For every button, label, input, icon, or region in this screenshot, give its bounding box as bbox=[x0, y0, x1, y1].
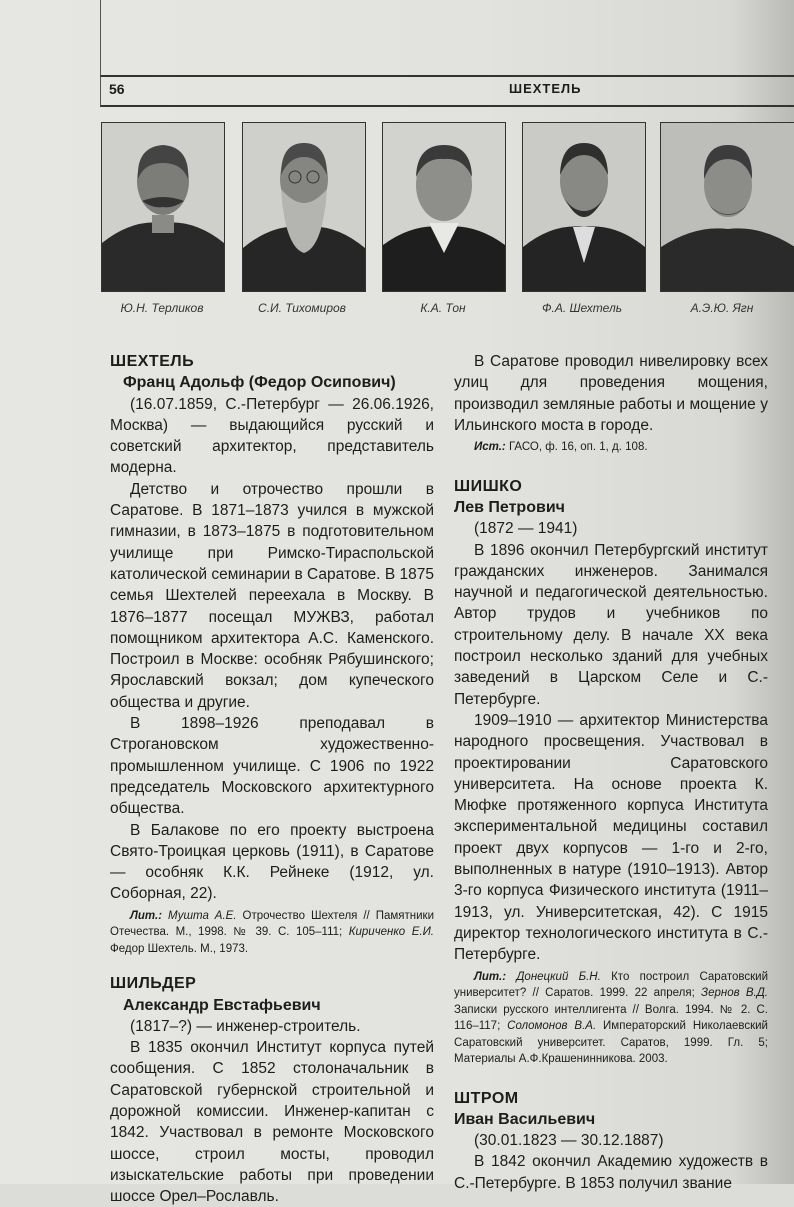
portrait-caption: К.А. Тон bbox=[420, 301, 466, 315]
entry-paragraph: (1817–?) — инженер-строитель. bbox=[130, 1017, 361, 1035]
portrait-caption: Ю.Н. Терликов bbox=[120, 301, 204, 315]
entry-paragraph: Детство и отрочество прошли в Саратове. В 1871–1873 учился в мужской гимназии, в 1873–1875 в подготовительном училище при Римско-Тираспольской католической семинарии в Саратове. В 1875 семья Шехтелей переехала в Москву. В 1876–1877 посещал МУЖВЗ, работал помощником архитектора А.С. Каменского. Построил в Москве: особняк Рябушинского; Ярославский вокзал; дом купеческого общества и другие. bbox=[110, 480, 434, 711]
entry-shtrom bbox=[454, 1088, 768, 1194]
entry-shilder-continued bbox=[454, 351, 768, 456]
left-column bbox=[110, 351, 434, 1207]
entry-given-name: Лев Петрович bbox=[454, 498, 565, 516]
portrait-photo-shekhtel bbox=[522, 122, 646, 292]
portrait-photo-yagn bbox=[660, 122, 794, 292]
entry-paragraph: В Саратове проводил нивелировку всех улиц для проведения мощения, производил земляные работы и мощение у Ильинского моста в городе. bbox=[454, 353, 768, 434]
running-head: ШЕХТЕЛЬ bbox=[509, 81, 582, 96]
portrait-caption: Ф.А. Шехтель bbox=[541, 301, 623, 315]
page-number: 56 bbox=[109, 81, 125, 97]
portrait-photo-ton bbox=[382, 122, 506, 292]
entry-paragraph: В 1835 окончил Институт корпуса путей сообщения. С 1852 столоначальник в Саратовской губернской строительной и дорожной комиссии. Инженер-капитан с 1842. Участвовал в ремонте Московского шоссе, строил мосты, проводил изыскательские работы при проведении шоссе Орел–Рославль. bbox=[110, 1039, 434, 1206]
portrait-caption: С.И. Тихомиров bbox=[258, 301, 346, 315]
entry-paragraph: В 1842 окончил Академию художеств в С.-Петербурге. В 1853 получил звание bbox=[454, 1153, 768, 1192]
entry-surname: ШТРОМ bbox=[454, 1089, 519, 1107]
entry-surname: ШИШКО bbox=[454, 477, 523, 495]
entry-paragraph: (30.01.1823 — 30.12.1887) bbox=[474, 1132, 664, 1150]
entry-surname: ШИЛЬДЕР bbox=[110, 975, 197, 993]
portrait-photo-terlikov bbox=[101, 122, 225, 292]
entry-references: Лит.: Мушта А.Е. Отрочество Шехтеля // Памятники Отечества. М., 1998. № 39. С. 105–111; Кириченко Е.И. Федор Шехтель. М., 1973. bbox=[110, 909, 434, 955]
entry-references: Лит.: Донецкий Б.Н. Кто построил Саратовский университет? // Саратов. 1999. 22 апреля; Зернов В.Д. Записки русского интеллигента // Волга. 1994. № 2. С. 116–117; Соломонов В.А. Императорский Николаевский Саратовский университет. Саратов, 1999. Гл. 5; Материалы А.Ф.Крашенинникова. 2003. bbox=[454, 970, 768, 1066]
portrait-photo-tikhomirov bbox=[242, 122, 366, 292]
entry-given-name: Александр Евстафьевич bbox=[123, 996, 321, 1014]
entry-shishko bbox=[454, 476, 768, 1068]
entry-paragraph: (1872 — 1941) bbox=[474, 520, 578, 538]
entry-paragraph: В Балакове по его проекту выстроена Свято-Троицкая церковь (1911), в Саратове — особняк К.К. Рейнеке (1912, ул. Соборная, 22). bbox=[110, 821, 434, 903]
portrait-caption: А.Э.Ю. Ягн bbox=[690, 301, 754, 315]
entry-surname: ШЕХТЕЛЬ bbox=[110, 353, 195, 370]
entry-shekhtel bbox=[110, 351, 434, 957]
entry-paragraph: 1909–1910 — архитектор Министерства народного просвещения. Участвовал в проектировании Саратовского университета. На основе проекта К. Мюфке протяженного корпуса Института экспериментальной медицины составил проект двух корпусов — 1-го и 2-го, выполненных в натуре (1910–1913). Автор 3-го корпуса Физического института (1911–1913, ул. Университетская, 42). С 1915 директор технологического института в С.-Петербурге. bbox=[454, 711, 768, 964]
entry-given-name: Иван Васильевич bbox=[454, 1110, 596, 1128]
entry-sources: Ист.: ГАСО, ф. 16, оп. 1, д. 108. bbox=[474, 441, 648, 454]
entry-paragraph: В 1896 окончил Петербургский институт гражданских инженеров. Занимался научной и педагогической деятельностью. Автор трудов и учебников по строительному делу. В начале XX века построил несколько зданий для учебных заведений в Царском Селе и С.-Петербурге. bbox=[454, 541, 768, 708]
entry-paragraph: В 1898–1926 преподавал в Строгановском художественно-промышленном училище. С 1906 по 1922 председатель Московского архитектурного общества. bbox=[110, 715, 434, 818]
top-frame bbox=[100, 0, 794, 75]
page-header bbox=[100, 75, 794, 107]
entry-given-name: Франц Адольф (Федор Осипович) bbox=[123, 374, 396, 392]
entry-shilder bbox=[110, 973, 434, 1207]
right-column bbox=[454, 351, 768, 1194]
entry-paragraph: (16.07.1859, С.-Петербург — 26.06.1926, Москва) — выдающийся русский и советский архитектор, представитель модерна. bbox=[110, 395, 434, 477]
